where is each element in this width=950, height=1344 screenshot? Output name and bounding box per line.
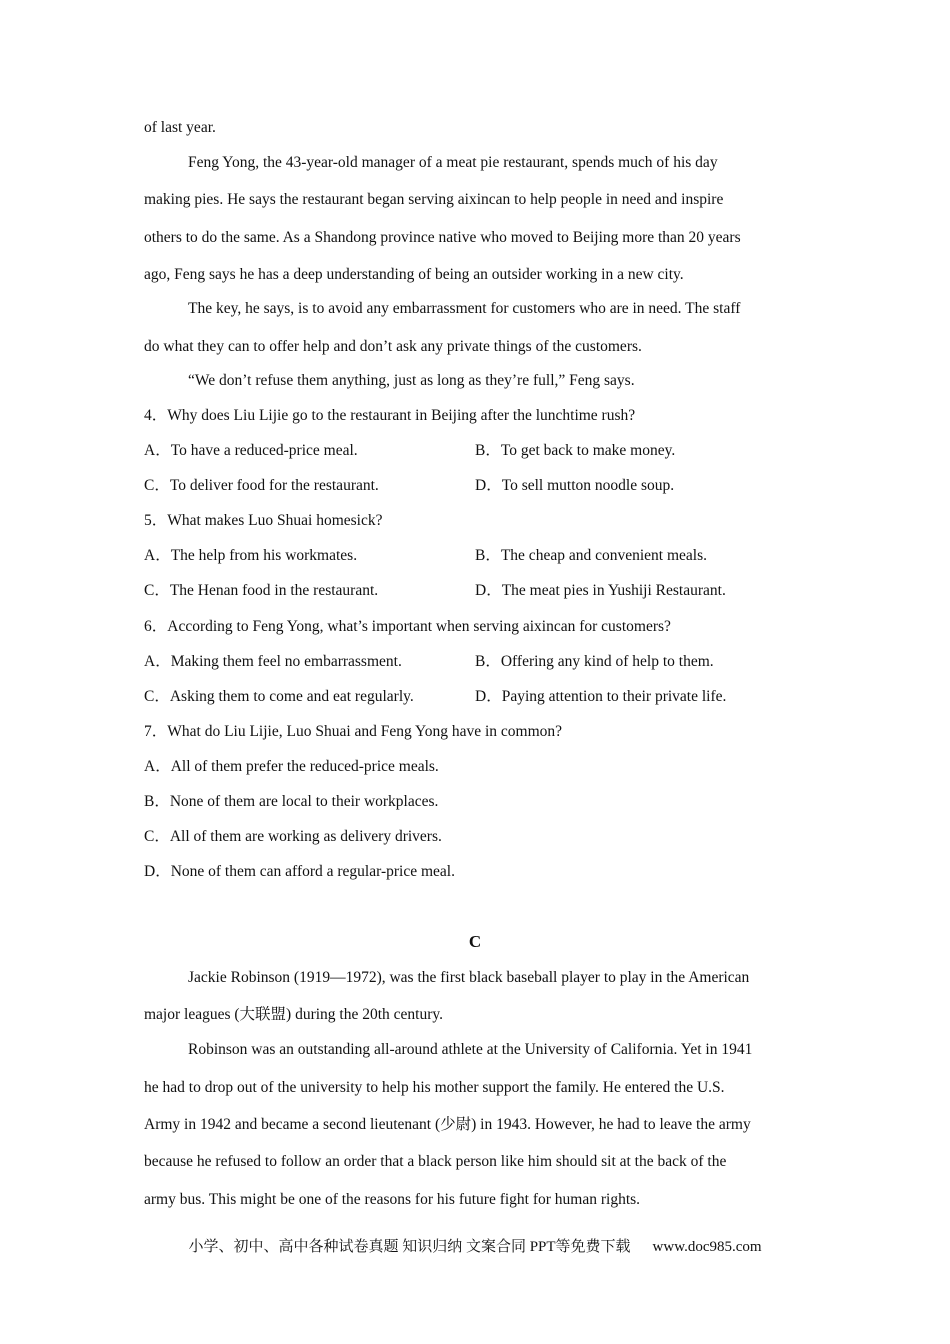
- question-stem: 4．Why does Liu Lijie go to the restaurant in Beijing after the lunchtime rush?: [144, 407, 636, 424]
- paragraph-line: Feng Yong, the 43-year-old manager of a meat pie restaurant, spends much of his day: [188, 154, 718, 171]
- option-d: D．Paying attention to their private life.: [475, 688, 727, 705]
- paragraph-line: major leagues (大联盟) during the 20th century.: [144, 1006, 444, 1023]
- option-d: D．The meat pies in Yushiji Restaurant.: [475, 582, 726, 599]
- paragraph-line: army bus. This might be one of the reasons for his future fight for human rights.: [144, 1191, 641, 1208]
- paragraph-line: Robinson was an outstanding all-around athlete at the University of California. Yet in 1941: [188, 1041, 753, 1058]
- option-b: B．The cheap and convenient meals.: [475, 547, 707, 564]
- footer-text: 小学、初中、高中各种试卷真题 知识归纳 文案合同 PPT等免费下载: [188, 1239, 631, 1255]
- question-stem: 7．What do Liu Lijie, Luo Shuai and Feng Yong have in common?: [144, 723, 563, 740]
- paragraph-line: do what they can to offer help and don’t ask any private things of the customers.: [144, 338, 642, 355]
- option-b: B．Offering any kind of help to them.: [475, 653, 714, 670]
- option-a: A．To have a reduced-price meal.: [144, 442, 358, 459]
- option-c: C．Asking them to come and eat regularly.: [144, 688, 414, 705]
- paragraph-line: “We don’t refuse them anything, just as long as they’re full,” Feng says.: [188, 372, 635, 389]
- question-stem: 5．What makes Luo Shuai homesick?: [144, 512, 383, 529]
- paragraph-line: making pies. He says the restaurant began serving aixincan to help people in need and inspire: [144, 191, 724, 208]
- paragraph-line: he had to drop out of the university to help his mother support the family. He entered the U.S.: [144, 1079, 725, 1096]
- option-a: A．All of them prefer the reduced-price meals.: [144, 758, 439, 775]
- paragraph-line: because he refused to follow an order that a black person like him should sit at the back of the: [144, 1153, 727, 1170]
- option-d: D．None of them can afford a regular-price meal.: [144, 863, 455, 880]
- option-c: C．To deliver food for the restaurant.: [144, 477, 379, 494]
- option-c: C．All of them are working as delivery drivers.: [144, 828, 442, 845]
- question-stem: 6．According to Feng Yong, what’s important when serving aixincan for customers?: [144, 618, 671, 635]
- paragraph-line: ago, Feng says he has a deep understanding of being an outsider working in a new city.: [144, 266, 684, 283]
- option-c: C．The Henan food in the restaurant.: [144, 582, 379, 599]
- paragraph-line: The key, he says, is to avoid any embarrassment for customers who are in need. The staff: [188, 300, 741, 317]
- paragraph-line: Jackie Robinson (1919—1972), was the first black baseball player to play in the American: [188, 969, 750, 986]
- paragraph-line: of last year.: [144, 119, 216, 136]
- section-heading: C: [468, 932, 482, 951]
- paragraph-line: Army in 1942 and became a second lieutenant (少尉) in 1943. However, he had to leave the army: [144, 1116, 751, 1133]
- option-a: A．The help from his workmates.: [144, 547, 358, 564]
- option-b: B．To get back to make money.: [475, 442, 676, 459]
- option-d: D．To sell mutton noodle soup.: [475, 477, 675, 494]
- page-footer: [0, 1237, 950, 1257]
- footer-link[interactable]: www.doc985.com: [652, 1239, 762, 1255]
- paragraph-line: others to do the same. As a Shandong province native who moved to Beijing more than 20 years: [144, 229, 741, 246]
- option-a: A．Making them feel no embarrassment.: [144, 653, 402, 670]
- option-b: B．None of them are local to their workplaces.: [144, 793, 439, 810]
